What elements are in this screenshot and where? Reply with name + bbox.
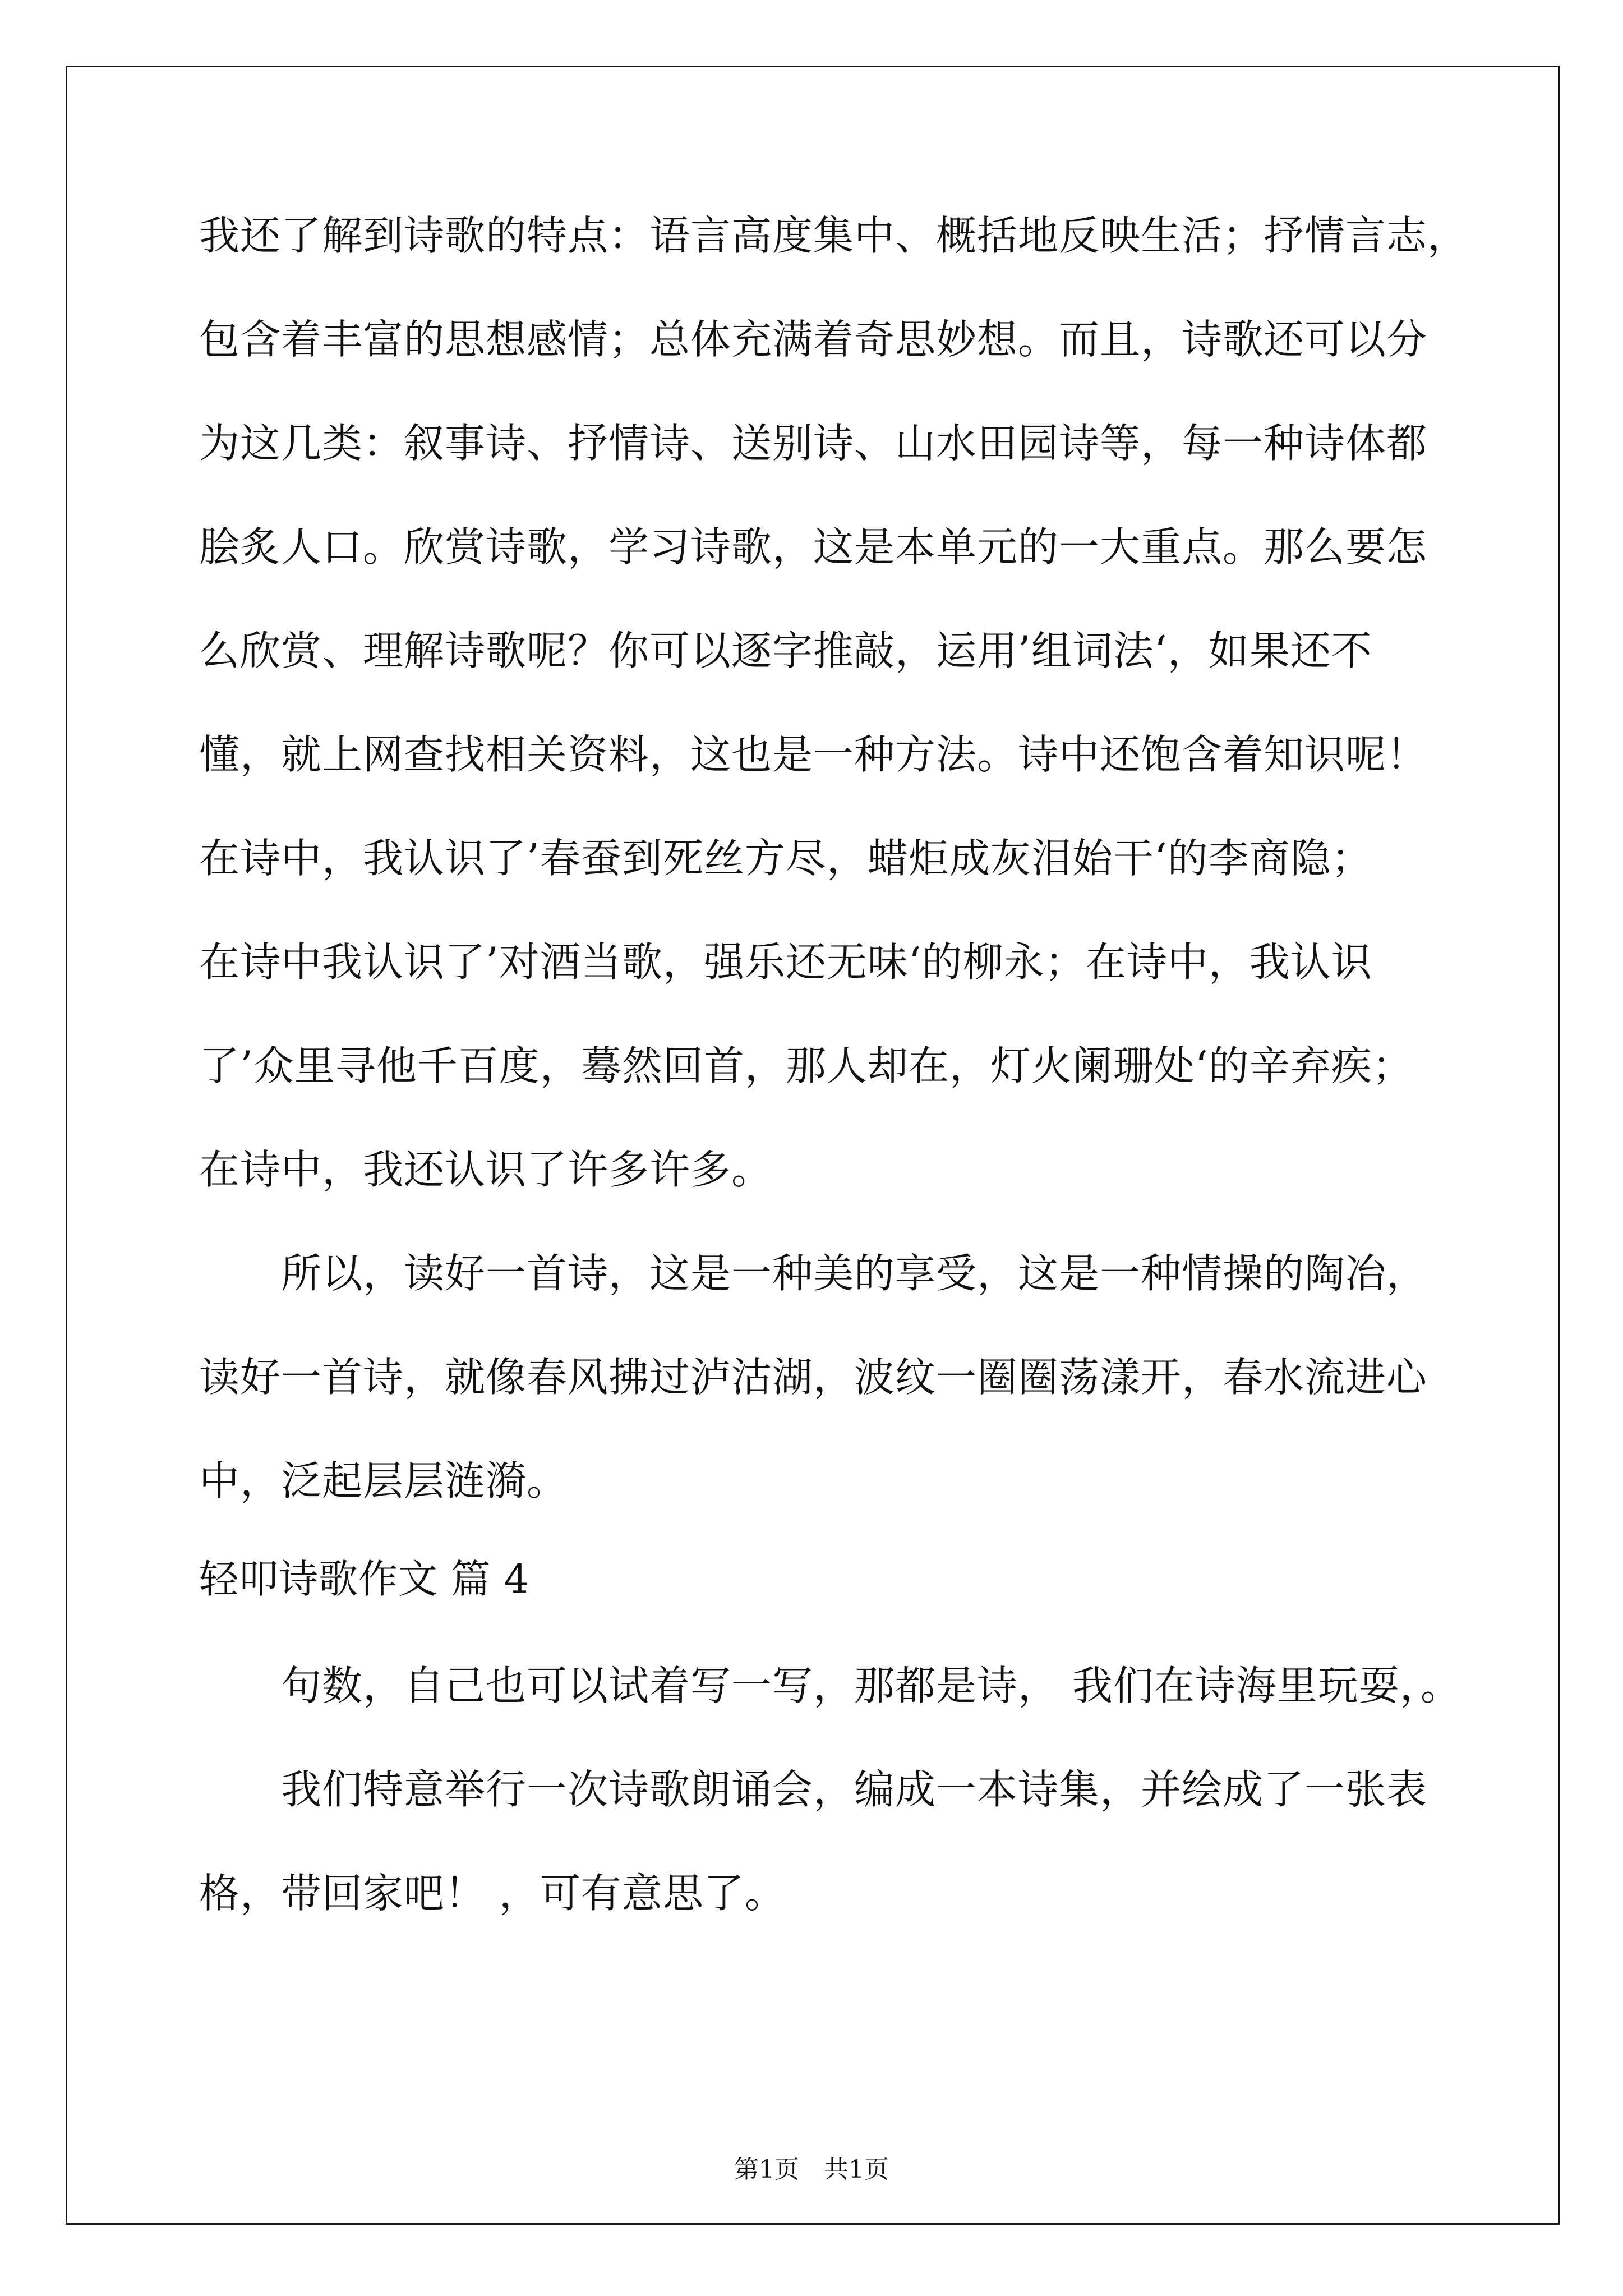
paragraph-first-line: 我们特意举行一次诗歌朗诵会，编成一本诗集，并绘成了一张表 xyxy=(281,1766,1428,1813)
paragraph-first-line: 句数，自己也可以试着写一写，那都是诗， 我们在诗海里玩耍，。 xyxy=(281,1662,1461,1709)
text-line: 格，带回家吧！ ，可有意思了。 xyxy=(199,1870,786,1917)
section-heading: 轻叩诗歌作文 篇 4 xyxy=(199,1556,530,1602)
text-line: 在诗中，我还认识了许多许多。 xyxy=(199,1146,773,1193)
text-line: 脍炙人口。欣赏诗歌，学习诗歌，这是本单元的一大重点。那么要怎 xyxy=(199,523,1428,570)
text-line: 懂，就上网查找相关资料，这也是一种方法。诗中还饱含着知识呢！ xyxy=(199,731,1428,778)
page-footer: 第1页 共1页 xyxy=(734,2155,889,2184)
text-line: 在诗中我认识了’对酒当歌，强乐还无味‘的柳永；在诗中，我认识 xyxy=(199,938,1372,986)
paragraph-first-line: 所以，读好一首诗，这是一种美的享受，这是一种情操的陶冶， xyxy=(281,1250,1428,1297)
text-line: 读好一首诗，就像春风拂过泸沽湖，波纹一圈圈荡漾开，春水流进心 xyxy=(199,1354,1428,1401)
text-line: 为这几类：叙事诗、抒情诗、送别诗、山水田园诗等，每一种诗体都 xyxy=(199,420,1428,467)
text-line: 包含着丰富的思想感情；总体充满着奇思妙想。而且，诗歌还可以分 xyxy=(199,316,1428,363)
text-line: 么欣赏、理解诗歌呢？你可以逐字推敲，运用’组词法‘，如果还不 xyxy=(199,627,1372,674)
text-line: 在诗中，我认识了’春蚕到死丝方尽，蜡炬成灰泪始干‘的李商隐； xyxy=(199,835,1372,882)
text-line: 了’众里寻他千百度，蓦然回首，那人却在，灯火阑珊处‘的辛弃疾； xyxy=(199,1042,1413,1089)
text-line: 我还了解到诗歌的特点：语言高度集中、概括地反映生活；抒情言志， xyxy=(199,212,1469,259)
text-line: 中，泛起层层涟漪。 xyxy=(199,1457,568,1504)
